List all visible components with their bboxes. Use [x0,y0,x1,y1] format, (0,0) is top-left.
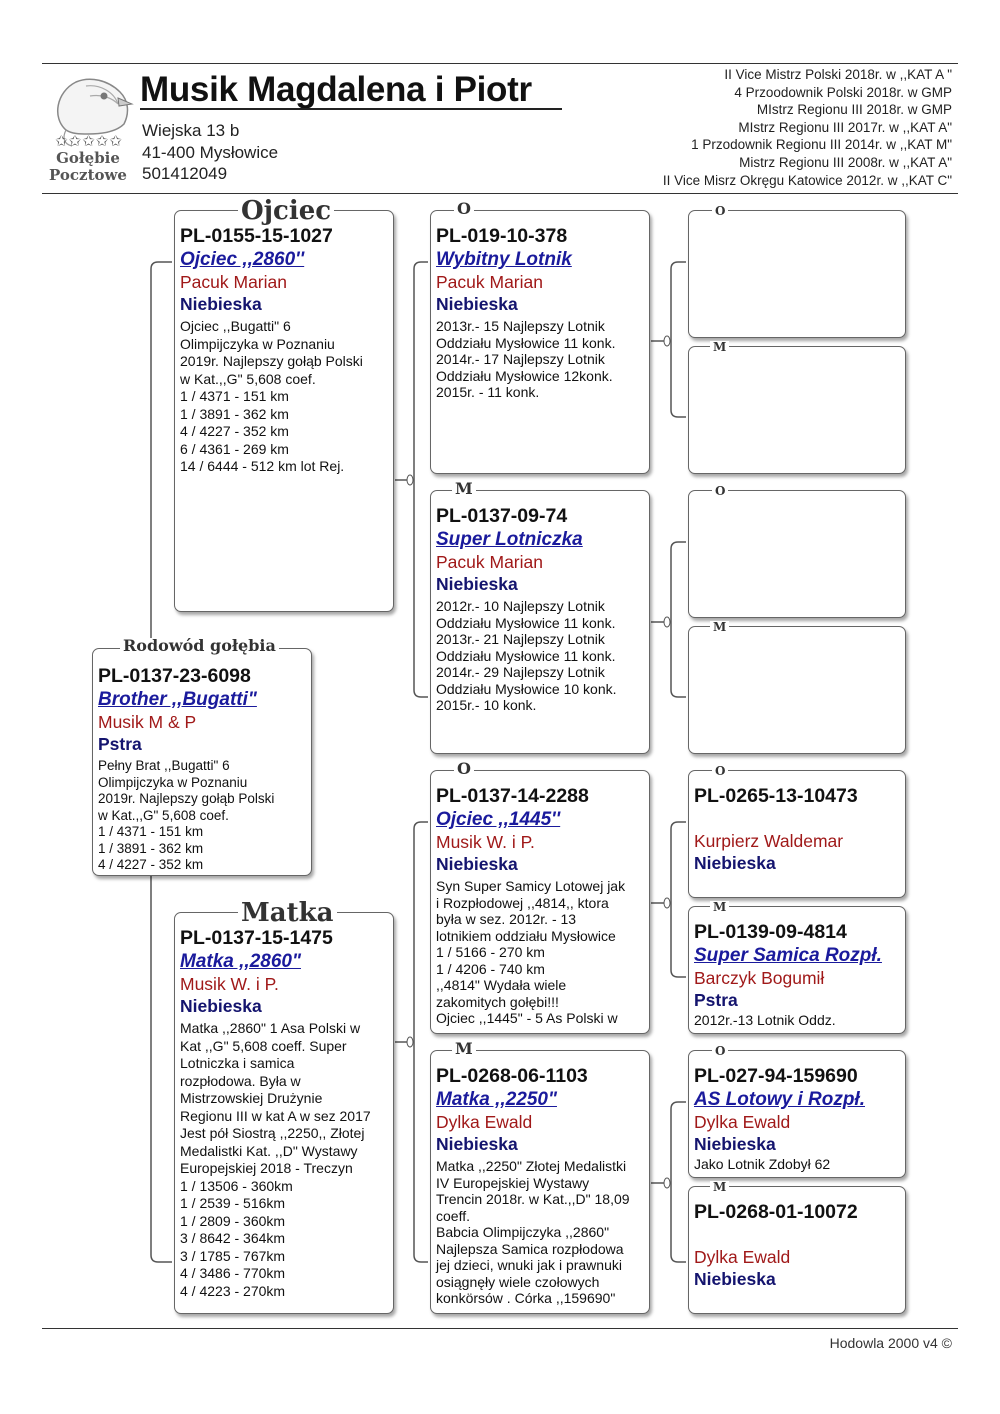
mfm-ring: PL-0139-09-4814 [694,921,847,943]
ff-desc: 2014r.- 17 Najlepszy Lotnik [436,351,605,367]
mm-name[interactable]: Matka ,,2250" [436,1089,557,1110]
mf-desc: Ojciec ,,1445" - 5 As Polski w [436,1010,618,1026]
mmf-breeder: Dylka Ewald [694,1112,791,1132]
achievement: MIstrz Regionu III 2018r. w GMP [756,102,952,118]
mother-title: Matka [238,900,337,926]
mf-card[interactable] [430,770,650,1034]
mfm-color: Pstra [694,990,738,1010]
mfm-card[interactable] [688,906,906,1034]
mother-desc: 1 / 2809 - 360km [180,1212,286,1229]
address-city: 41-400 Mysłowice [142,143,279,162]
ff-desc: 2015r. - 11 konk. [436,384,540,400]
mother-desc: Europejskiej 2018 - Treczyn [180,1160,353,1176]
mm-desc: IV Europejskiej Wystawy [436,1174,590,1191]
mm-card[interactable] [430,1050,650,1314]
mf-desc: ,,4814" Wydała wiele [436,977,567,993]
father-title: Ojciec [238,198,334,224]
subject-name[interactable]: Brother ,,Bugatti" [98,689,257,710]
phone: 501412049 [142,164,228,183]
father-desc: 2019r. Najlepszy gołąb Polski [180,353,363,369]
mf-desc: zakomitych gołębi!!! [436,993,559,1010]
father-desc: w Kat.,,G" 5,608 coef. [180,370,316,387]
achievement: MIstrz Regionu III 2017r. w ,,KAT A" [738,119,952,135]
mmf-card[interactable] [688,1050,906,1178]
mff-card[interactable] [688,770,906,898]
mother-name[interactable]: Matka ,,2860" [180,951,301,972]
mmm-color: Niebieska [694,1269,776,1289]
fm-ring: PL-0137-09-74 [436,505,568,527]
ff-desc: 2013r.- 15 Najlepszy Lotnik [436,318,605,334]
mf-desc: Syn Super Samicy Lotowej jak [436,878,626,894]
father-name[interactable]: Ojciec ,,2860'' [180,249,305,270]
father-desc: 1 / 4371 - 151 km [180,388,289,404]
ff-desc: Oddziału Mysłowice 12konk. [436,367,613,384]
mother-desc: 4 / 3486 - 770km [180,1265,286,1281]
mmf-ring: PL-027-94-159690 [694,1065,858,1087]
mf-breeder: Musik W. i P. [436,832,535,852]
fm-desc: Oddziału Mysłowice 11 konk. [436,614,616,631]
mmf-name[interactable]: AS Lotowy i Rozpł. [694,1089,865,1110]
mother-desc: 1 / 2539 - 516km [180,1195,286,1211]
footer-software: Hodowla 2000 v4 © [829,1335,952,1351]
mother-desc: Kat ,,G" 5,608 coeff. Super [180,1037,347,1054]
father-ring: PL-0155-15-1027 [180,225,333,247]
father-desc: 14 / 6444 - 512 km lot Rej. [180,458,345,474]
fm-desc: 2014r.- 29 Najlepszy Lotnik [436,664,605,680]
mother-breeder: Musik W. i P. [180,974,279,994]
subject-breeder: Musik M & P [98,712,197,732]
logo-stars: ✩✩✩✩✩ [55,132,123,150]
fm-name[interactable]: Super Lotniczka [436,529,583,550]
ff-ring: PL-019-10-378 [436,225,568,247]
mfm-title: M [710,901,729,913]
mm-desc: coeff. [436,1207,470,1224]
achievement: II Vice Misrz Okręgu Katowice 2012r. w ,,KAT C" [662,172,952,188]
mf-desc: była w sez. 2012r. - 13 [436,911,577,927]
ff-card[interactable] [430,210,650,474]
mfm-breeder: Barczyk Bogumił [694,968,825,988]
fm-desc: 2015r.- 10 konk. [436,697,537,713]
fm-desc: Oddziału Mysłowice 10 konk. [436,680,617,697]
fm-desc: 2012r.- 10 Najlepszy Lotnik [436,598,605,614]
mother-color: Niebieska [180,996,262,1016]
mfm-name[interactable]: Super Samica Rozpł. [694,945,882,966]
mother-desc: 3 / 1785 - 767km [180,1247,286,1264]
mm-desc: konkörsów . Córka ,,159690" [436,1290,616,1306]
fmm-card[interactable] [688,626,906,754]
mf-color: Niebieska [436,854,518,874]
mother-desc: 4 / 4223 - 270km [180,1282,286,1299]
ff-title: O [454,201,474,217]
fm-color: Niebieska [436,574,518,594]
mm-desc: Babcia Olimpijczyka ,,2860" [436,1224,610,1240]
fmf-title: O [712,485,728,497]
mmf-title: O [712,1045,728,1057]
fff-title: O [712,205,728,217]
fm-desc: Oddziału Mysłowice 11 konk. [436,647,616,664]
ff-name[interactable]: Wybitny Lotnik [436,249,572,270]
ffm-title: M [710,341,729,353]
mm-desc: Trencin 2018r. w Kat.,,D" 18,09 [436,1191,630,1207]
mm-desc: Najlepsza Samica rozpłodowa [436,1240,624,1257]
mother-desc: Regionu III w kat A w sez 2017 [180,1107,371,1124]
address-street: Wiejska 13 b [142,121,240,140]
mm-ring: PL-0268-06-1103 [436,1065,588,1087]
subject-desc: 4 / 4227 - 352 km [98,857,204,872]
subject-title: Rodowód gołębia [120,638,279,654]
mmm-breeder: Dylka Ewald [694,1247,791,1267]
father-breeder: Pacuk Marian [180,272,287,292]
mf-title: O [454,761,474,777]
achievement: 1 Przodownik Regionu III 2014r. w ,,KAT M" [691,137,952,153]
father-desc: 4 / 4227 - 352 km [180,423,289,439]
subject-color: Pstra [98,734,142,754]
father-desc: 6 / 4361 - 269 km [180,440,289,457]
father-desc: 1 / 3891 - 362 km [180,405,289,422]
mother-desc: Mistrzowskiej Drużynie [180,1090,323,1106]
mmf-color: Niebieska [694,1134,776,1154]
mm-color: Niebieska [436,1134,518,1154]
mff-ring: PL-0265-13-10473 [694,785,858,807]
fm-title: M [452,481,476,497]
mother-desc: rozpłodowa. Była w [180,1072,301,1089]
mf-desc: lotnikiem oddziału Mysłowice [436,927,616,944]
achievement: Mistrz Regionu III 2008r. w ,,KAT A" [739,154,952,170]
subject-card[interactable] [92,648,312,876]
mmm-card[interactable] [688,1186,906,1314]
mm-desc: osiągnęły wiele czołowych [436,1273,600,1290]
mmm-title: M [710,1181,729,1193]
fff-card[interactable] [688,210,906,338]
father-color: Niebieska [180,294,262,314]
fmf-card[interactable] [688,490,906,618]
mm-desc: Matka ,,2250" Złotej Medalistki [436,1158,627,1174]
achievement: II Vice Mistrz Polski 2018r. w ,,KAT A " [724,67,952,82]
mff-breeder: Kurpierz Waldemar [694,831,844,851]
mother-desc: 3 / 8642 - 364km [180,1230,286,1246]
mf-name[interactable]: Ojciec ,,1445'' [436,809,561,830]
ffm-card[interactable] [688,346,906,474]
mf-desc: i Rozpłodowej ,,4814,, ktora [436,894,609,911]
father-desc: Ojciec ,,Bugatti" 6 [180,318,291,334]
father-desc: Olimpijczyka w Poznaniu [180,335,335,352]
subject-desc: 1 / 4371 - 151 km [98,824,204,839]
ff-color: Niebieska [436,294,518,314]
mf-desc: 1 / 4206 - 740 km [436,960,545,977]
ff-desc: Oddziału Mysłowice 11 konk. [436,334,616,351]
mmm-ring: PL-0268-01-10072 [694,1201,858,1223]
subject-desc: Pełny Brat ,,Bugatti" 6 [98,758,230,773]
subject-desc: Olimpijczyka w Poznaniu [98,774,248,790]
mother-desc: Matka ,,2860" 1 Asa Polski w [180,1020,361,1036]
mm-desc: jej dzieci, wnuki jak i prawnuki [436,1257,622,1273]
owner-name: Musik Magdalena i Piotr [140,70,532,109]
mother-desc: 1 / 13506 - 360km [180,1177,293,1194]
mff-name[interactable] [694,808,899,830]
ff-breeder: Pacuk Marian [436,272,543,292]
mm-breeder: Dylka Ewald [436,1112,533,1132]
fm-card[interactable] [430,490,650,754]
mff-title: O [712,765,728,777]
mmf-desc: Jako Lotnik Zdobył 62 [694,1156,831,1172]
mother-desc: Jest pół Siostrą ,,2250,, Złotej [180,1125,365,1141]
subject-desc: 2019r. Najlepszy gołąb Polski [98,791,275,806]
mother-ring: PL-0137-15-1475 [180,927,333,949]
mm-title: M [452,1041,476,1057]
logo-text-1: Gołębie [56,149,120,167]
mfm-desc: 2012r.-13 Lotnik Oddz. [694,1012,836,1028]
mmm-name[interactable] [694,1224,899,1246]
fm-desc: 2013r.- 21 Najlepszy Lotnik [436,631,605,647]
fm-breeder: Pacuk Marian [436,552,543,572]
logo-text-2: Pocztowe [49,166,127,184]
achievement: 4 Przoodownik Polski 2018r. w GMP [734,84,952,100]
mff-color: Niebieska [694,853,776,873]
mf-desc: 1 / 5166 - 270 km [436,944,545,960]
subject-desc: w Kat.,,G" 5,608 coef. [98,807,229,823]
mother-card[interactable] [174,912,394,1314]
subject-desc: 1 / 3891 - 362 km [98,840,204,856]
subject-ring: PL-0137-23-6098 [98,665,251,687]
mf-ring: PL-0137-14-2288 [436,785,589,807]
father-card[interactable] [174,210,394,612]
mother-desc: Lotniczka i samica [180,1055,295,1071]
mother-desc: Medalistki Kat. ,,D" Wystawy [180,1142,358,1159]
fmm-title: M [710,621,729,633]
